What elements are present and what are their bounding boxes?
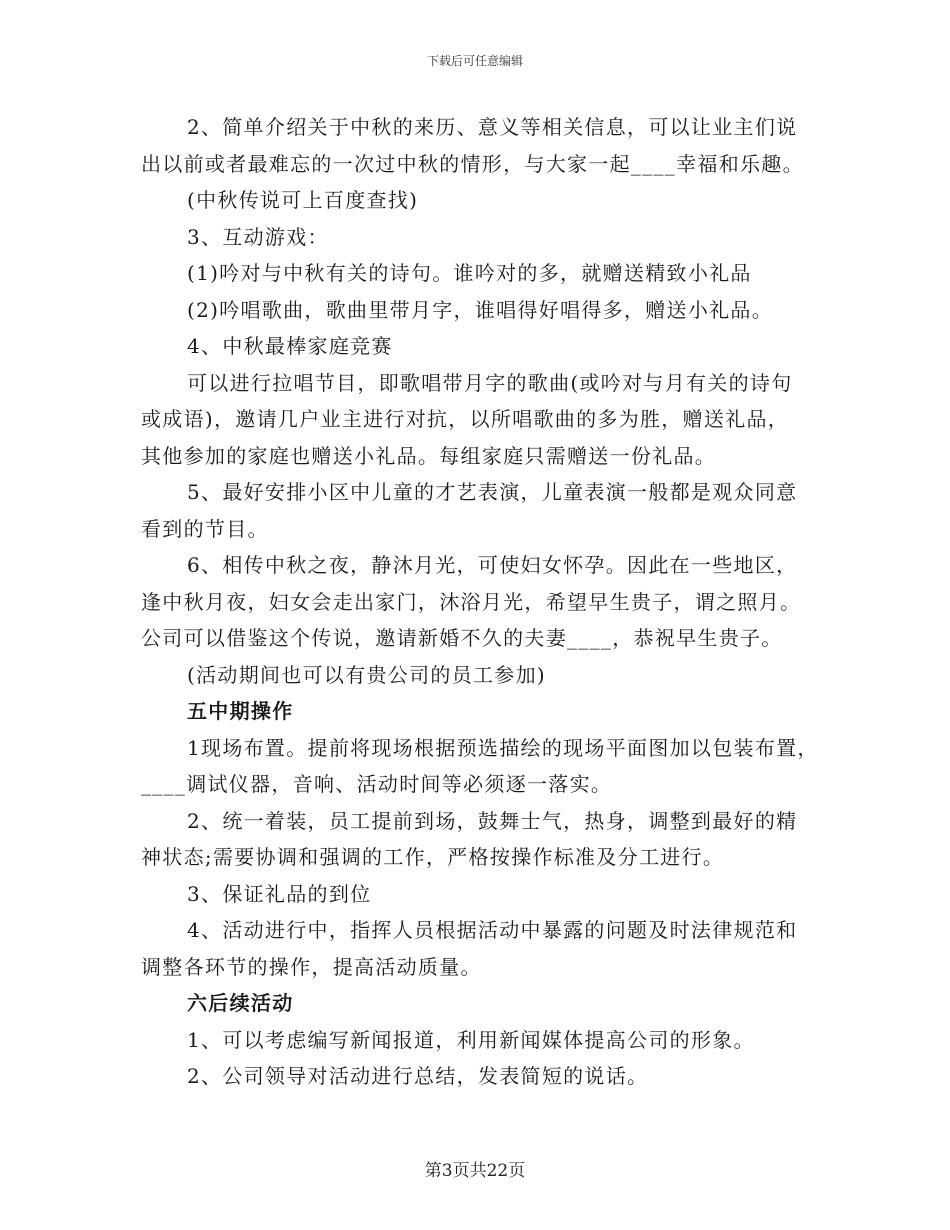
text-line: 1现场布置。提前将现场根据预选描绘的现场平面图加以包装布置， — [187, 735, 819, 760]
text-line: (中秋传说可上百度查找) — [187, 188, 419, 212]
text-line: 可以进行拉唱节目，即歌唱带月字的歌曲(或吟对与月有关的诗句 — [187, 370, 793, 395]
text-line: 3、保证礼品的到位 — [187, 881, 372, 906]
text-line: 2、公司领导对活动进行总结，发表简短的说话。 — [187, 1064, 649, 1088]
text-line: 逢中秋月夜，妇女会走出家门，沐浴月光，希望早生贵子，谓之照月。 — [141, 589, 802, 614]
text-line: 或成语)，邀请几户业主进行对抗，以所唱歌曲的多为胜，赠送礼品， — [141, 407, 790, 431]
text-line: 神状态;需要协调和强调的工作，严格按操作标准及分工进行。 — [141, 845, 725, 869]
text-line: (活动期间也可以有贵公司的员工参加) — [187, 662, 547, 687]
section-heading: 六后续活动 — [187, 991, 294, 1015]
text-line: 1、可以考虑编写新闻报道，利用新闻媒体提高公司的形象。 — [187, 1027, 755, 1052]
page-footer: 第3页共22页 — [424, 1161, 526, 1181]
section-heading: 五中期操作 — [187, 699, 294, 723]
text-line: 2、简单介绍关于中秋的来历、意义等相关信息，可以让业主们说 — [187, 115, 798, 139]
text-line: (1)吟对与中秋有关的诗句。谁吟对的多，就赠送精致小礼品 — [187, 261, 752, 285]
text-line: 看到的节目。 — [141, 516, 269, 541]
text-line: 公司可以借鉴这个传说，邀请新婚不久的夫妻____，恭祝早生贵子。 — [141, 626, 783, 650]
document-body — [141, 109, 831, 1095]
text-line: 4、中秋最棒家庭竞赛 — [187, 334, 393, 358]
text-line: 3、互动游戏： — [187, 224, 329, 249]
text-line: 6、相传中秋之夜，静沐月光，可使妇女怀孕。因此在一些地区， — [187, 553, 798, 577]
page-header: 下载后可任意编辑 — [426, 54, 523, 68]
text-line: 5、最好安排小区中儿童的才艺表演，儿童表演一般都是观众同意 — [187, 480, 798, 504]
text-line: 2、统一着装，员工提前到场，鼓舞士气，热身，调整到最好的精 — [187, 808, 798, 833]
text-line: 4、活动进行中，指挥人员根据活动中暴露的问题及时法律规范和 — [187, 918, 798, 942]
text-line: 其他参加的家庭也赠送小礼品。每组家庭只需赠送一份礼品。 — [141, 443, 717, 468]
text-line: 出以前或者最难忘的一次过中秋的情形，与大家一起____幸福和乐趣。 — [141, 151, 804, 176]
text-line: (2)吟唱歌曲，歌曲里带月字，谁唱得好唱得多，赠送小礼品。 — [187, 297, 774, 322]
text-line: ____调试仪器，音响、活动时间等必须逐一落实。 — [141, 772, 613, 796]
text-line: 调整各环节的操作，提高活动质量。 — [141, 954, 482, 979]
